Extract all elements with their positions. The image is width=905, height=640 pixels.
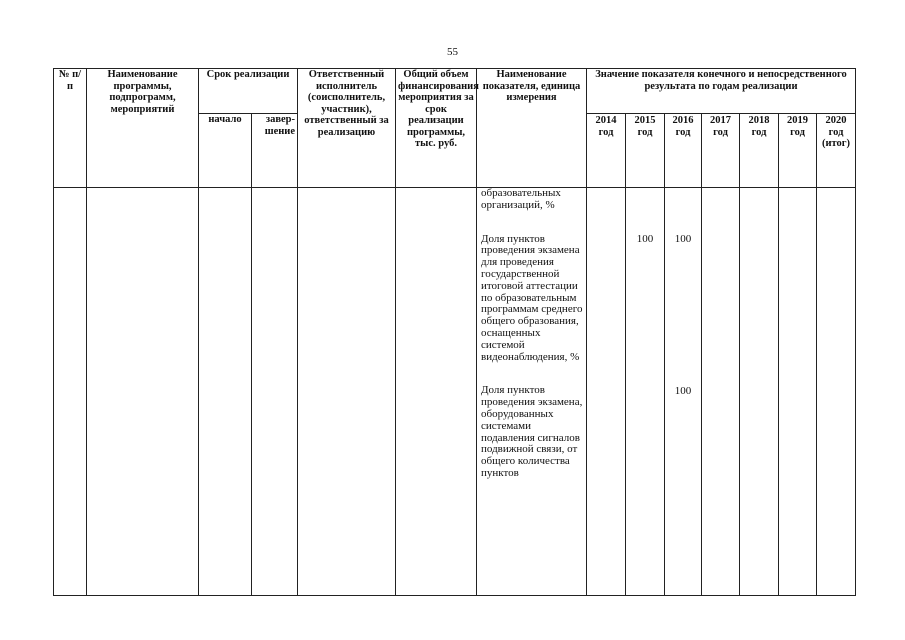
header-values-by-year: Значение показателя конечного и непосредственного результата по годам реализации [587, 69, 856, 114]
header-row-number: № п/п [54, 69, 87, 188]
header-year-2020: 2020 год (итог) [817, 114, 856, 188]
header-year-2016: 2016 год [665, 114, 702, 188]
header-executor: Ответственный исполнитель (соисполнитель, участник), ответственный за реализацию [298, 69, 396, 188]
header-program-name: Наименование программы, подпрограмм, мероприятий [87, 69, 199, 188]
indicator-text: Доля пунктов проведения экзамена для проведения государственной итоговой аттестации по образовательным программам среднего общего образования, оснащенных системой видеонаблюдения, % [481, 232, 583, 363]
cell-year-2016 [665, 188, 702, 596]
cell-indicators [477, 188, 587, 596]
indicator-value: 100 [674, 233, 692, 246]
header-year-2018: 2018 год [740, 114, 779, 188]
header-term-end: завер-шение [252, 114, 298, 188]
indicator-text: образовательных организаций, % [481, 187, 561, 211]
header-year-2017: 2017 год [702, 114, 740, 188]
cell-row-number [54, 188, 87, 596]
header-indicator: Наименование показателя, единица измерения [477, 69, 587, 188]
header-year-2015: 2015 год [626, 114, 665, 188]
cell-term-end [252, 188, 298, 596]
program-indicator-table [53, 68, 856, 596]
header-year-2019: 2019 год [779, 114, 817, 188]
cell-program-name [87, 188, 199, 596]
cell-funding [396, 188, 477, 596]
page-number: 55 [447, 46, 458, 58]
cell-year-2020 [817, 188, 856, 596]
header-term-start: начало [199, 114, 252, 188]
cell-executor [298, 188, 396, 596]
cell-year-2017 [702, 188, 740, 596]
cell-year-2018 [740, 188, 779, 596]
indicator-value: 100 [636, 233, 654, 246]
cell-year-2014 [587, 188, 626, 596]
cell-term-start [199, 188, 252, 596]
indicator-text: Доля пунктов проведения экзамена, оборудованных системами подавления сигналов подвижной связи, от общего количества пунктов [481, 384, 583, 479]
cell-year-2015 [626, 188, 665, 596]
indicator-value: 100 [674, 384, 692, 397]
header-funding: Общий объем финансирования мероприятия за срок реализации программы, тыс. руб. [396, 69, 477, 188]
table-row [54, 188, 856, 596]
header-year-2014: 2014 год [587, 114, 626, 188]
cell-year-2019 [779, 188, 817, 596]
header-term: Срок реализации [199, 69, 298, 114]
